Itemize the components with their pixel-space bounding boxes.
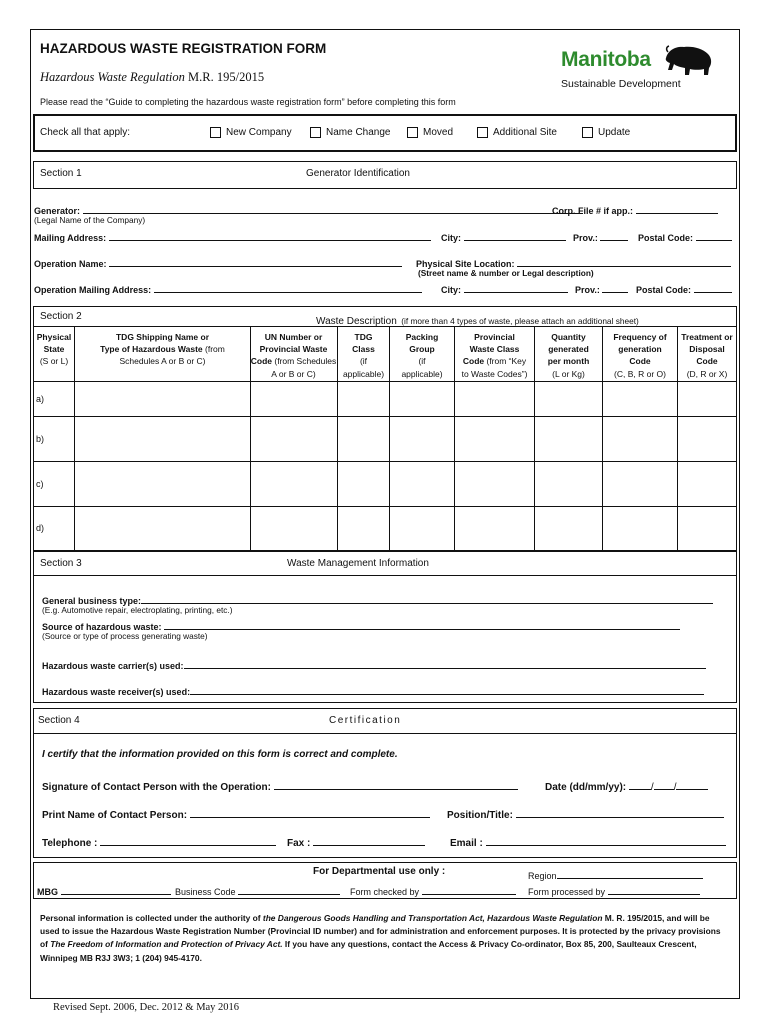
position-input[interactable] [516, 806, 724, 818]
section2-label: Section 2 [40, 311, 82, 322]
checkbox-square[interactable] [310, 127, 321, 138]
form-processed-field[interactable] [528, 883, 700, 897]
col-header-frequency: Frequency of generation Code (C, B, R or O) [613, 332, 667, 379]
generator-label: Generator: [34, 206, 81, 216]
corp-file-label: Corp. File # if app.: [552, 206, 634, 216]
business-type-field[interactable] [42, 592, 713, 606]
checkbox-square[interactable] [210, 127, 221, 138]
telephone-input[interactable] [100, 834, 276, 846]
checkbox-square[interactable] [407, 127, 418, 138]
prov-label: Prov.: [573, 233, 598, 243]
logo-wordmark: Manitoba [561, 48, 651, 71]
carriers-field[interactable] [42, 657, 706, 671]
postal-code-label: Postal Code: [638, 233, 694, 243]
certify-statement: I certify that the information provided on this form is correct and complete. [42, 749, 398, 760]
checkbox-additional-site[interactable] [477, 127, 557, 138]
regulation-line [40, 70, 264, 85]
section4-header-divider [33, 733, 737, 734]
city2-input[interactable] [464, 281, 568, 293]
section4-title: Certification [329, 715, 402, 726]
signature-label: Signature of Contact Person with the Operation: [42, 782, 271, 793]
operation-name-input[interactable] [109, 255, 402, 267]
checkbox-label: Name Change [326, 127, 391, 139]
checkbox-label: Additional Site [493, 127, 557, 139]
table-row-label-a: a) [36, 394, 45, 404]
checkbox-update[interactable] [582, 127, 630, 138]
source-label: Source of hazardous waste: [42, 622, 162, 632]
mailing-address-label: Mailing Address: [34, 233, 107, 243]
city-label: City: [441, 233, 461, 243]
date-month-input[interactable] [654, 778, 674, 790]
business-type-label: General business type: [42, 596, 142, 606]
prov2-input[interactable] [602, 281, 628, 293]
row-divider [33, 416, 737, 417]
region-label: Region [528, 871, 557, 881]
business-type-note: (E.g. Automotive repair, electroplating, printing, etc.) [42, 605, 233, 615]
postal-code2-field[interactable] [636, 281, 732, 295]
date-separator: / [650, 782, 654, 793]
section1-label: Section 1 [40, 168, 82, 179]
col-header-quantity: Quantity generated per month (L or Kg) [547, 332, 590, 379]
postal-code2-label: Postal Code: [636, 285, 692, 295]
form-processed-label: Form processed by [528, 887, 606, 897]
print-name-field[interactable] [42, 806, 430, 821]
table-row-label-c: c) [36, 479, 44, 489]
fax-field[interactable] [287, 834, 425, 849]
date-day-input[interactable] [629, 778, 651, 790]
prov2-field[interactable] [575, 281, 628, 295]
region-input[interactable] [557, 867, 703, 879]
receivers-label: Hazardous waste receiver(s) used: [42, 687, 191, 697]
operation-mailing-field[interactable] [34, 281, 422, 295]
form-checked-field[interactable] [350, 883, 516, 897]
form-processed-input[interactable] [608, 883, 700, 895]
city-field[interactable] [441, 229, 566, 243]
row-divider [33, 506, 737, 507]
logo-subtitle: Sustainable Development [561, 78, 681, 90]
business-code-label: Business Code [175, 887, 236, 897]
form-checked-label: Form checked by [350, 887, 420, 897]
telephone-label: Telephone : [42, 838, 98, 849]
regulation-number: M.R. 195/2015 [188, 70, 265, 84]
region-field[interactable] [528, 867, 703, 881]
section3-header-divider [33, 575, 737, 576]
table-row-label-b: b) [36, 434, 45, 444]
carriers-input[interactable] [184, 657, 706, 669]
table-row-label-d: d) [36, 523, 45, 533]
section2-title-line [316, 311, 639, 329]
print-name-input[interactable] [190, 806, 430, 818]
source-field[interactable] [42, 618, 680, 632]
fax-label: Fax : [287, 838, 311, 849]
instruction-text: Please read the “Guide to completing the hazardous waste registration form” before completing this form [40, 97, 456, 107]
checkbox-square[interactable] [582, 127, 593, 138]
checkbox-new-company[interactable] [210, 127, 292, 138]
prov-field[interactable] [573, 229, 628, 243]
city-input[interactable] [464, 229, 566, 241]
col-header-tdg-class: TDG Class (if applicable) [342, 332, 385, 379]
corp-file-input[interactable] [636, 202, 718, 214]
operation-mailing-input[interactable] [154, 281, 422, 293]
date-year-input[interactable] [676, 778, 708, 790]
col-header-treatment: Treatment or Disposal Code (D, R or X) [681, 332, 733, 379]
postal-code-input[interactable] [696, 229, 732, 241]
section2-title-note: (if more than 4 types of waste, please attach an additional sheet) [401, 316, 639, 326]
manitoba-logo [558, 44, 723, 96]
physical-site-field[interactable] [416, 255, 731, 269]
mbg-field[interactable] [37, 883, 171, 897]
operation-name-field[interactable] [34, 255, 402, 269]
receivers-input[interactable] [190, 683, 704, 695]
col-header-waste-class-code: Provincial Waste Class Code (from “Key to Waste Codes”) [461, 332, 528, 379]
checkbox-name-change[interactable] [310, 127, 390, 138]
signature-field[interactable] [42, 778, 518, 793]
col-header-physical-state: Physical State (S or L) [36, 332, 72, 367]
date-separator: / [673, 782, 677, 793]
print-name-label: Print Name of Contact Person: [42, 810, 188, 821]
email-input[interactable] [486, 834, 726, 846]
physical-site-label: Physical Site Location: [416, 259, 515, 269]
form-title: HAZARDOUS WASTE REGISTRATION FORM [40, 41, 327, 56]
receivers-field[interactable] [42, 683, 704, 697]
checkbox-square[interactable] [477, 127, 488, 138]
col-header-packing-group: Packing Group (if applicable) [401, 332, 443, 379]
departmental-title: For Departmental use only : [313, 866, 446, 877]
bison-icon [662, 44, 714, 76]
date-field[interactable] [545, 778, 708, 793]
business-type-input[interactable] [141, 592, 713, 604]
street-note: (Street name & number or Legal description) [418, 268, 594, 278]
regulation-name: Hazardous Waste Regulation [40, 70, 185, 84]
prov-input[interactable] [600, 229, 628, 241]
fax-input[interactable] [313, 834, 425, 846]
position-field[interactable] [447, 806, 724, 821]
signature-input[interactable] [274, 778, 518, 790]
operation-name-label: Operation Name: [34, 259, 107, 269]
section1-title: Generator Identification [306, 168, 410, 179]
revision-note: Revised Sept. 2006, Dec. 2012 & May 2016 [53, 1002, 240, 1013]
col-header-un-number: UN Number or Provincial Waste Code (from Schedules A or B or C) [250, 332, 337, 379]
business-code-input[interactable] [238, 883, 340, 895]
telephone-field[interactable] [42, 834, 276, 849]
business-code-field[interactable] [175, 883, 340, 897]
physical-site-input[interactable] [517, 255, 731, 267]
section3-label: Section 3 [40, 558, 82, 569]
row-divider [33, 461, 737, 462]
carriers-label: Hazardous waste carrier(s) used: [42, 661, 184, 671]
mailing-address-input[interactable] [109, 229, 431, 241]
section2-title: Waste Description [316, 316, 397, 327]
postal-code-field[interactable] [638, 229, 732, 243]
legal-name-note: (Legal Name of the Company) [34, 215, 146, 225]
email-label: Email : [450, 838, 483, 849]
city2-label: City: [441, 285, 461, 295]
generator-input[interactable] [83, 202, 583, 214]
corp-file-field[interactable] [552, 202, 718, 216]
col-header-tdg-shipping-name: TDG Shipping Name or Type of Hazardous Waste (from Schedules A or B or C) [100, 332, 225, 367]
source-input[interactable] [164, 618, 680, 630]
mbg-label: MBG [37, 887, 58, 897]
checkbox-moved[interactable] [407, 127, 453, 138]
checkbox-label: Update [598, 127, 631, 139]
position-label: Position/Title: [447, 810, 513, 821]
operation-mailing-label: Operation Mailing Address: [34, 285, 152, 295]
privacy-notice: Personal information is collected under the authority of the Dangerous Goods Handling and Transportation Act, Hazardous Waste Regulation M. R. 195/2015, and will be used to issue the Hazardous Waste Registration Number (Provincial ID number) and for administration and enforcement purposes. It is protected by the privacy provisions of The Freedom of Information and Protection of Privacy Act. If you have any questions, contact the Access & Privacy Co-ordinator, Box 85, 200, Saulteaux Crescent, Winnipeg MB R3J 3W3; 1 (204) 945-4170. [40, 913, 721, 963]
section3-title: Waste Management Information [287, 558, 429, 569]
email-field[interactable] [450, 834, 726, 849]
form-checked-input[interactable] [422, 883, 516, 895]
check-all-label: Check all that apply: [40, 127, 131, 138]
prov2-label: Prov.: [575, 285, 600, 295]
date-label: Date (dd/mm/yy): [545, 782, 627, 793]
checkbox-label: New Company [226, 127, 292, 139]
mbg-input[interactable] [61, 883, 171, 895]
section4-label: Section 4 [38, 715, 80, 726]
city2-field[interactable] [441, 281, 568, 295]
postal-code2-input[interactable] [694, 281, 732, 293]
checkbox-label: Moved [423, 127, 454, 139]
generator-field[interactable] [34, 202, 583, 216]
row-divider [33, 381, 737, 382]
source-note: (Source or type of process generating waste) [42, 631, 208, 641]
mailing-address-field[interactable] [34, 229, 431, 243]
